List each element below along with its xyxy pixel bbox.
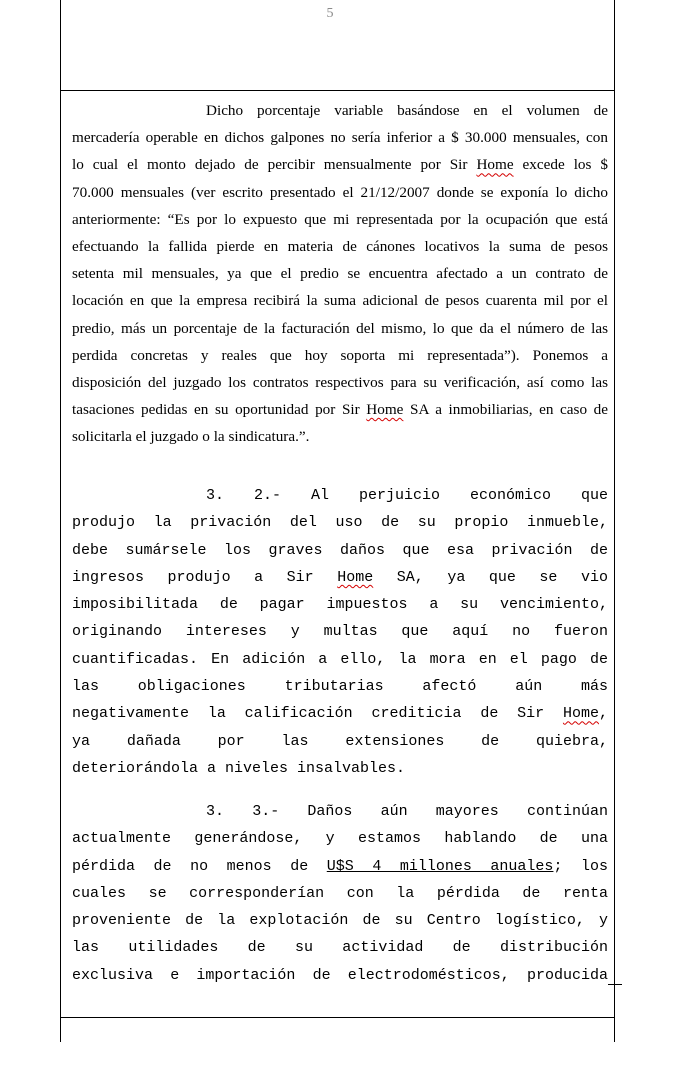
text-line: ya dañada por las extensiones de quiebra,: [72, 732, 608, 750]
text-cursor-mark: [608, 984, 622, 985]
text-line: las obligaciones tributarias afectó aún más: [72, 678, 608, 696]
text-line: produjo la privación del uso de su propio inmueble,: [72, 514, 608, 532]
text-line: debe sumársele los graves daños que esa privación de: [72, 541, 608, 559]
text-line: anteriormente: “Es por lo expuesto que mi representada por la ocupación que está: [72, 210, 608, 228]
text-line: efectuando la fallida pierde en materia de cánones locativos la suma de pesos: [72, 237, 608, 255]
text-line: 3. 2.- Al perjuicio económico que: [206, 487, 608, 504]
section-heading: 3. 2.-: [206, 487, 281, 504]
text-line: pérdida de no menos de U$S 4 millones anuales; los: [72, 857, 608, 875]
amount-highlight: U$S 4 millones anuales: [326, 857, 554, 875]
text-line: Dicho porcentaje variable basándose en el volumen de: [206, 102, 608, 119]
section-3-2: [72, 482, 608, 782]
text-line: lo cual el monto dejado de percibir mensualmente por Sir Home excede los $: [72, 156, 608, 174]
text-line: predio, más un porcentaje de la facturación del mismo, lo que da el número de las: [72, 319, 608, 337]
text-line: perdida concretas y reales que hoy soporta mi representada”). Ponemos a: [72, 346, 608, 364]
text-line: cuales se corresponderían con la pérdida de renta: [72, 884, 608, 902]
text-line: proveniente de la explotación de su Centro logístico, y: [72, 912, 608, 930]
section-heading: 3. 3.-: [206, 803, 280, 820]
text-line: ingresos produjo a Sir Home SA, ya que se vio: [72, 568, 608, 586]
text-line: mercadería operable en dichos galpones no sería inferior a $ 30.000 mensuales, con: [72, 129, 608, 147]
text-line: cuantificadas. En adición a ello, la mora en el pago de: [72, 650, 608, 668]
text-line: imposibilitada de pagar impuestos a su vencimiento,: [72, 596, 608, 614]
text-line: 3. 3.- Daños aún mayores continúan: [206, 803, 608, 820]
footer-separator: [60, 1017, 615, 1018]
right-margin-line: [614, 0, 615, 1042]
text-line: solicitarla el juzgado o la sindicatura.”.: [72, 428, 310, 446]
page-number: 5: [326, 6, 334, 21]
intro-paragraph: [72, 97, 608, 450]
text-line: disposición del juzgado los contratos respectivos para su verificación, así como las: [72, 373, 608, 391]
section-3-3: [72, 798, 608, 989]
text-line: actualmente generándose, y estamos hablando de una: [72, 830, 608, 848]
header-separator: [60, 90, 615, 91]
text-line: originando intereses y multas que aquí no fueron: [72, 623, 608, 641]
text-line: 70.000 mensuales (ver escrito presentado el 21/12/2007 donde se exponía lo dicho: [72, 183, 608, 201]
text-line: exclusiva e importación de electrodomésticos, producida: [72, 966, 608, 984]
text-line: locación en que la empresa recibirá la suma adicional de pesos cuarenta mil por el: [72, 292, 608, 310]
text-line: deteriorándola a niveles insalvables.: [72, 759, 406, 777]
text-line: las utilidades de su actividad de distribución: [72, 939, 608, 957]
left-margin-line: [60, 0, 61, 1042]
text-line: tasaciones pedidas en su oportunidad por Sir Home SA a inmobiliarias, en caso de: [72, 401, 608, 419]
text-line: negativamente la calificación crediticia de Sir Home,: [72, 705, 608, 723]
text-line: setenta mil mensuales, ya que el predio se encuentra afectado a un contrato de: [72, 265, 608, 283]
